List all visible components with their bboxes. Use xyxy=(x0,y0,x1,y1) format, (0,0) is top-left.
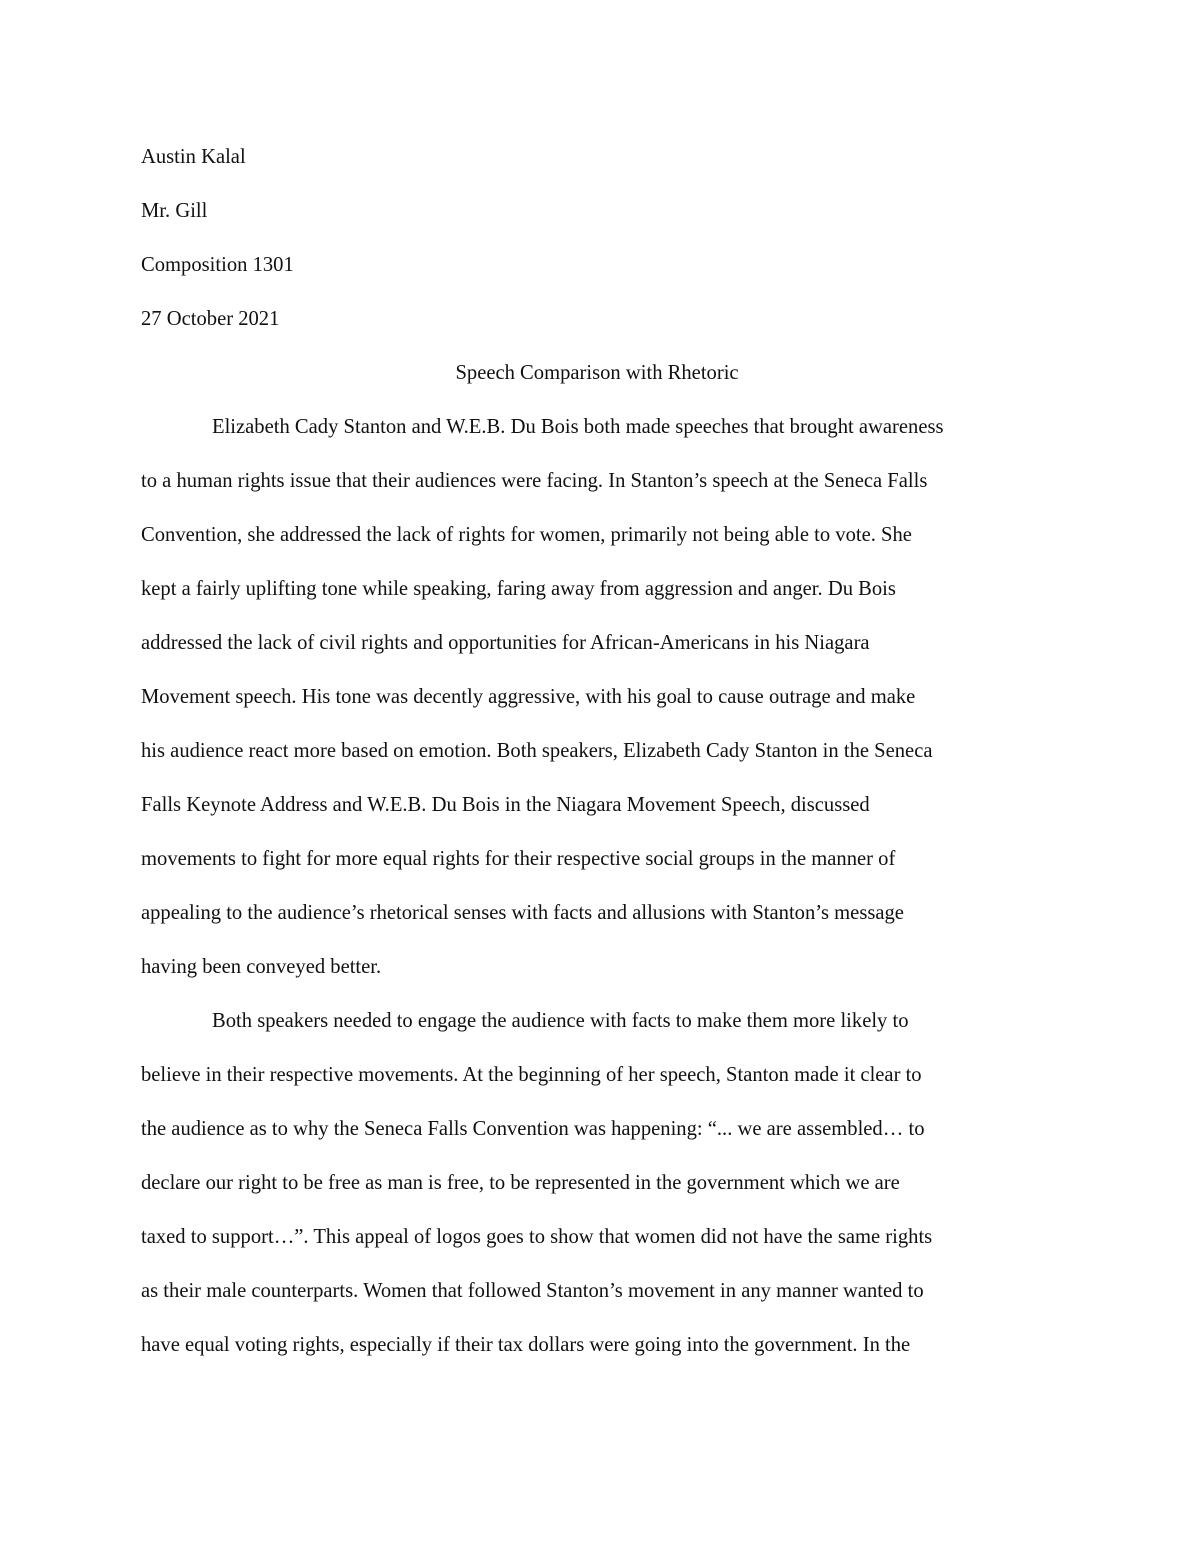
paragraph-2 xyxy=(141,994,1053,1372)
paragraph-line: declare our right to be free as man is free, to be represented in the government which we are xyxy=(141,1172,900,1194)
paragraph-line: the audience as to why the Seneca Falls Convention was happening: “... we are assembled… to xyxy=(141,1118,925,1140)
paragraph-line: kept a fairly uplifting tone while speaking, faring away from aggression and anger. Du Bois xyxy=(141,578,896,600)
paragraph-line: addressed the lack of civil rights and opportunities for African-Americans in his Niagara xyxy=(141,632,870,654)
document-date: 27 October 2021 xyxy=(141,308,280,330)
paragraph-line: have equal voting rights, especially if their tax dollars were going into the government. In the xyxy=(141,1334,911,1356)
paragraph-line: Elizabeth Cady Stanton and W.E.B. Du Bois both made speeches that brought awareness xyxy=(212,416,944,438)
author-name: Austin Kalal xyxy=(141,146,246,168)
paragraph-line: Convention, she addressed the lack of rights for women, primarily not being able to vote. She xyxy=(141,524,912,546)
paragraph-line: believe in their respective movements. At the beginning of her speech, Stanton made it clear to xyxy=(141,1064,922,1086)
paragraph-line: his audience react more based on emotion. Both speakers, Elizabeth Cady Stanton in the Seneca xyxy=(141,740,933,762)
paragraph-line: Falls Keynote Address and W.E.B. Du Bois in the Niagara Movement Speech, discussed xyxy=(141,794,870,816)
document-body xyxy=(141,130,1053,1372)
course-name: Composition 1301 xyxy=(141,254,294,276)
paragraph-line: appealing to the audience’s rhetorical senses with facts and allusions with Stanton’s message xyxy=(141,902,904,924)
paragraph-line: to a human rights issue that their audiences were facing. In Stanton’s speech at the Seneca Falls xyxy=(141,470,928,492)
paragraph-line: Both speakers needed to engage the audience with facts to make them more likely to xyxy=(212,1010,909,1032)
essay-title: Speech Comparison with Rhetoric xyxy=(455,362,739,384)
paragraph-line: taxed to support…”. This appeal of logos goes to show that women did not have the same rights xyxy=(141,1226,933,1248)
paragraph-line: Movement speech. His tone was decently aggressive, with his goal to cause outrage and make xyxy=(141,686,916,708)
paragraph-line: as their male counterparts. Women that followed Stanton’s movement in any manner wanted to xyxy=(141,1280,924,1302)
paragraph-line: movements to fight for more equal rights for their respective social groups in the manner of xyxy=(141,848,896,870)
paragraph-1 xyxy=(141,400,1053,994)
paragraph-line: having been conveyed better. xyxy=(141,956,382,978)
instructor-name: Mr. Gill xyxy=(141,200,208,222)
